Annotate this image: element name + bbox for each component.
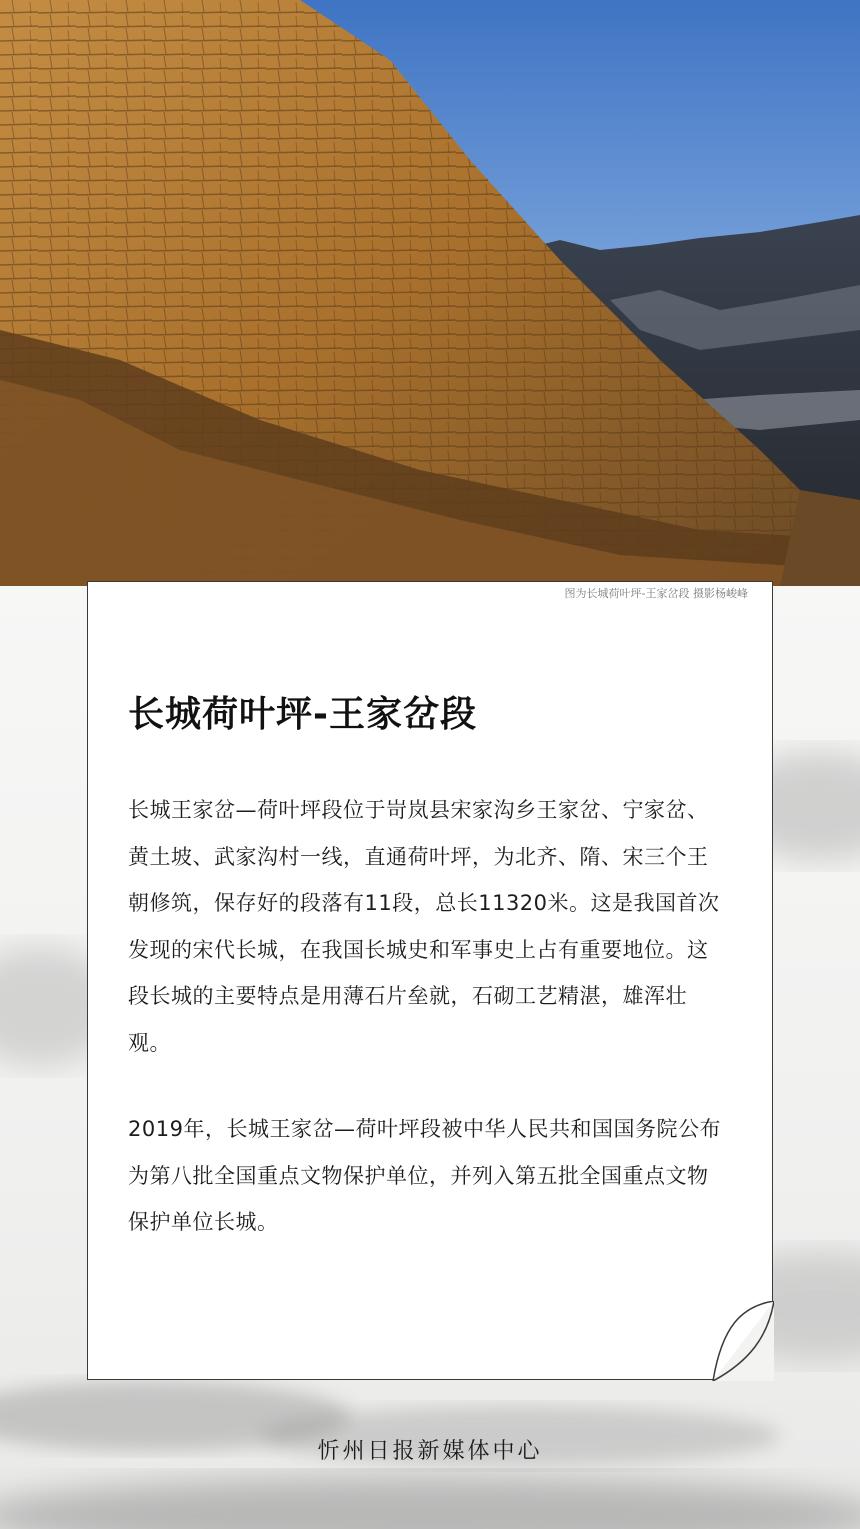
page-curl-icon	[712, 1301, 774, 1381]
article-title: 长城荷叶坪-王家岔段	[128, 694, 477, 735]
article-paragraph-2: 2019年，长城王家岔—荷叶坪段被中华人民共和国国务院公布为第八批全国重点文物保护单位，并列入第五批全国重点文物保护单位长城。	[128, 1117, 721, 1234]
publisher-label: 忻州日报新媒体中心	[317, 1439, 543, 1464]
great-wall-photo	[0, 0, 860, 586]
article-paragraph-1: 长城王家岔—荷叶坪段位于岢岚县宋家沟乡王家岔、宁家岔、黄土坡、武家沟村一线，直通荷叶坪，为北齐、隋、宋三个王朝修筑，保存好的段落有11段，总长11320米。这是我国首次发现的宋代长城，在我国长城史和军事史上占有重要地位。这段长城的主要特点是用薄石片垒就，石砌工艺精湛，雄浑壮观。	[128, 798, 720, 1055]
article-card	[87, 581, 773, 1380]
photo-caption: 图为长城荷叶坪-王家岔段 摄影杨峻峰	[564, 587, 748, 600]
great-wall-illustration	[0, 0, 860, 586]
